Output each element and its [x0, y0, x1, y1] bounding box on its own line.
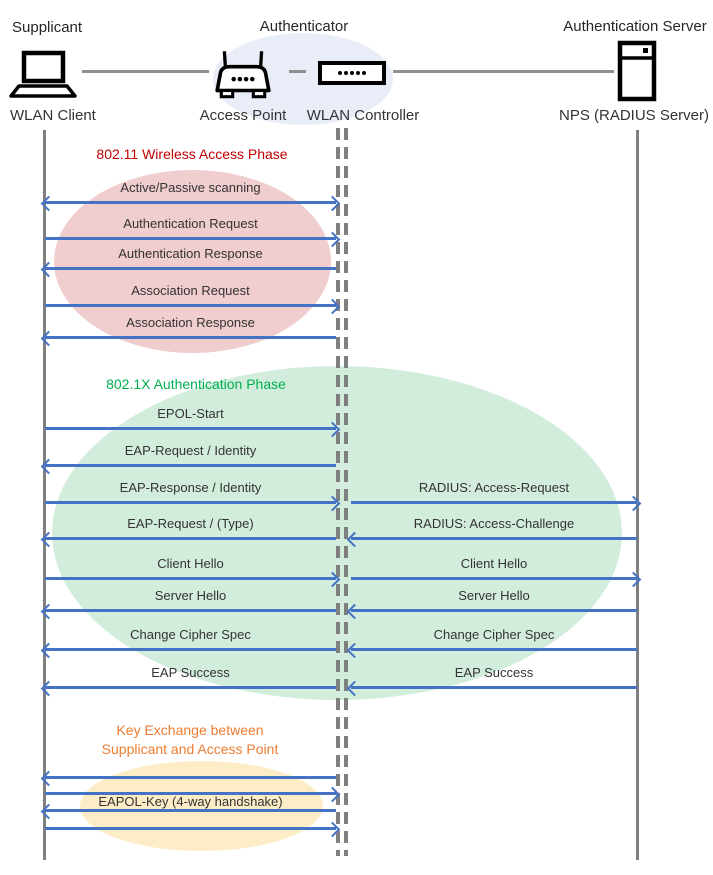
- label-wlan-controller: WLAN Controller: [306, 107, 420, 124]
- message-label: Authentication Response: [118, 246, 263, 261]
- arrow-line: [45, 464, 336, 467]
- message-label: Client Hello: [460, 556, 528, 571]
- arrow-line: [45, 686, 336, 689]
- message-label: Server Hello: [458, 588, 530, 603]
- message-label: Change Cipher Spec: [433, 627, 555, 642]
- message-active-passive-scanning: [44, 178, 337, 208]
- message-label: EPOL-Start: [157, 406, 224, 421]
- label-nps-server: NPS (RADIUS Server): [558, 107, 710, 124]
- message-server-hello-right: [350, 586, 638, 616]
- message-label: Change Cipher Spec: [130, 627, 251, 642]
- arrow-line: [45, 537, 336, 540]
- message-epol-start: [44, 404, 337, 434]
- arrow-line: [351, 686, 637, 689]
- message-eap-request-type: [44, 514, 337, 544]
- wlan-controller-icon: [318, 61, 386, 85]
- message-client-hello-right: [350, 554, 638, 584]
- message-authentication-response: [44, 244, 337, 274]
- message-change-cipher-left: [44, 625, 337, 655]
- role-supplicant: Supplicant: [12, 19, 83, 36]
- arrow-line: [45, 201, 336, 204]
- arrow-line: [351, 577, 637, 580]
- arrow-line: [45, 237, 336, 240]
- role-authentication-server: Authentication Server: [563, 18, 707, 35]
- message-label: EAP-Response / Identity: [119, 480, 262, 495]
- message-label: Authentication Request: [123, 216, 258, 231]
- message-association-response: [44, 313, 337, 343]
- message-label: Association Request: [131, 283, 250, 298]
- phase-title-key-exchange-line2: Supplicant and Access Point: [101, 741, 279, 757]
- phase-title-key-exchange-line1: Key Exchange between: [116, 722, 264, 738]
- arrow-line: [45, 336, 336, 339]
- message-radius-access-challenge: [350, 514, 638, 544]
- message-client-hello-left: [44, 554, 337, 584]
- message-label: EAP-Request / Identity: [124, 443, 257, 458]
- message-eap-response-identity: [44, 478, 337, 508]
- message-eap-request-identity: [44, 441, 337, 471]
- role-authenticator: Authenticator: [259, 18, 349, 35]
- message-label: EAPOL-Key (4-way handshake): [98, 794, 283, 809]
- phase-title-wireless-access: 802.11 Wireless Access Phase: [96, 146, 288, 162]
- arrow-line: [45, 427, 336, 430]
- lifeline-wlan-controller-dashed: [344, 128, 348, 856]
- connector-controller-server: [393, 70, 614, 73]
- server-icon: [616, 40, 658, 102]
- message-eap-success-left: [44, 663, 337, 693]
- connector-ap-controller: [289, 70, 306, 73]
- message-authentication-request: [44, 214, 337, 244]
- arrow-line: [351, 609, 637, 612]
- arrow-line: [351, 537, 637, 540]
- phase-title-authentication: 802.1X Authentication Phase: [106, 376, 286, 392]
- message-radius-access-request: [350, 478, 638, 508]
- message-label: RADIUS: Access-Request: [418, 480, 570, 495]
- message-server-hello-left: [44, 586, 337, 616]
- label-access-point: Access Point: [199, 107, 287, 124]
- arrow-line: [45, 609, 336, 612]
- arrow-line: [45, 577, 336, 580]
- message-association-request: [44, 281, 337, 311]
- message-change-cipher-right: [350, 625, 638, 655]
- message-label: EAP Success: [151, 665, 230, 680]
- message-label: EAP Success: [454, 665, 534, 680]
- message-label: RADIUS: Access-Challenge: [413, 516, 575, 531]
- arrow-line: [45, 501, 336, 504]
- access-point-icon: [212, 47, 274, 103]
- message-label: Association Response: [126, 315, 255, 330]
- arrow-line: [351, 648, 637, 651]
- arrow-line: [45, 648, 336, 651]
- arrow-line: [45, 304, 336, 307]
- message-label: Client Hello: [157, 556, 224, 571]
- message-4way-m4: [44, 804, 337, 834]
- label-wlan-client: WLAN Client: [10, 107, 96, 124]
- message-eap-success-right: [350, 663, 638, 693]
- arrow-line: [45, 267, 336, 270]
- message-label: Active/Passive scanning: [120, 180, 261, 195]
- message-label: EAP-Request / (Type): [127, 516, 254, 531]
- arrow-line: [45, 827, 336, 830]
- laptop-icon: [9, 50, 79, 102]
- connector-client-ap: [82, 70, 209, 73]
- message-label: Server Hello: [154, 588, 227, 603]
- arrow-line: [351, 501, 637, 504]
